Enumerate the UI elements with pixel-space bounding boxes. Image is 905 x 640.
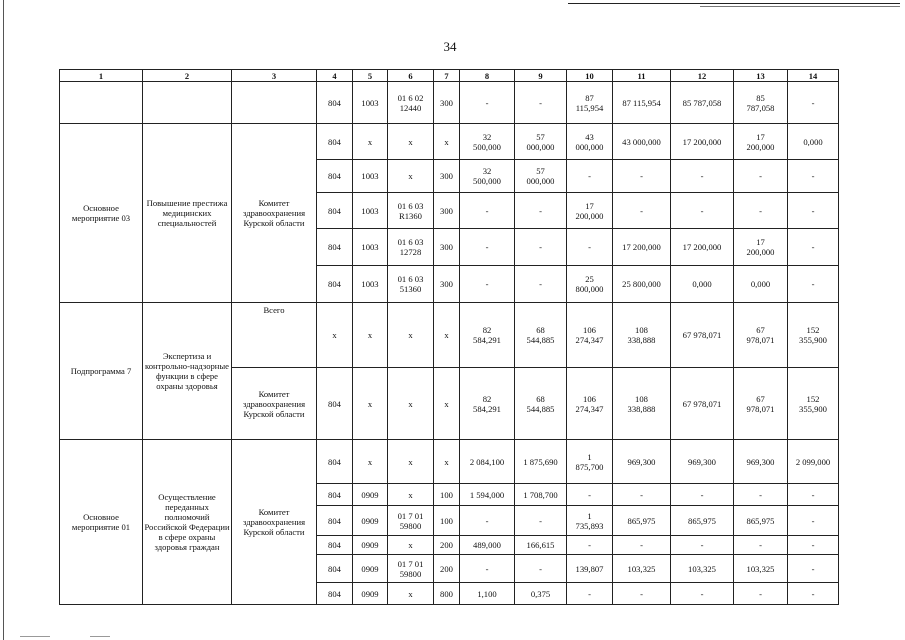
table-cell: 865,975 [671, 506, 734, 536]
table-cell: x [353, 303, 388, 368]
table-cell: - [788, 160, 839, 193]
table-cell: 43 000,000 [613, 124, 671, 160]
column-header: 13 [734, 70, 788, 82]
table-cell: 804 [317, 368, 353, 440]
table-cell: 0909 [353, 506, 388, 536]
table-cell: 17 200,000 [734, 229, 788, 266]
budget-table [59, 69, 839, 605]
column-header: 8 [460, 70, 515, 82]
table-cell: 865,975 [613, 506, 671, 536]
table-cell: - [734, 536, 788, 555]
empty-cell [60, 82, 143, 124]
table-cell: - [671, 484, 734, 506]
table-cell: 1003 [353, 266, 388, 303]
table-cell: 01 6 03 12728 [388, 229, 434, 266]
table-cell: 0,375 [515, 583, 567, 605]
table-cell: x [434, 440, 460, 484]
footer-mark [20, 636, 50, 637]
table-cell: 17 200,000 [671, 124, 734, 160]
table-cell: - [515, 193, 567, 229]
table-cell: 67 978,071 [671, 303, 734, 368]
column-header: 10 [567, 70, 613, 82]
table-cell: - [788, 193, 839, 229]
table-cell: x [388, 484, 434, 506]
activity-name: Основное мероприятие 01 [60, 440, 143, 605]
table-cell: 969,300 [671, 440, 734, 484]
table-cell: - [567, 583, 613, 605]
table-cell: 01 6 03 51360 [388, 266, 434, 303]
table-cell: 100 [434, 506, 460, 536]
table-cell: 300 [434, 229, 460, 266]
table-cell: 804 [317, 160, 353, 193]
table-cell: 108 338,888 [613, 303, 671, 368]
table-cell: 1003 [353, 160, 388, 193]
table-cell: 103,325 [734, 555, 788, 583]
table-cell: 804 [317, 82, 353, 124]
responsible-executor: Комитет здравоохранения Курской области [232, 368, 317, 440]
table-row [60, 124, 839, 160]
table-cell: x [434, 303, 460, 368]
column-header: 2 [143, 70, 232, 82]
table-cell: 804 [317, 583, 353, 605]
table-cell: 106 274,347 [567, 368, 613, 440]
page-number: 34 [443, 39, 457, 54]
table-cell: - [788, 229, 839, 266]
table-cell: 804 [317, 536, 353, 555]
table-cell: x [388, 440, 434, 484]
table-cell: 68 544,885 [515, 368, 567, 440]
table-cell: 2 099,000 [788, 440, 839, 484]
responsible-executor-total: Всего [232, 303, 317, 368]
table-cell: 17 200,000 [734, 124, 788, 160]
table-cell: - [734, 193, 788, 229]
table-cell: 804 [317, 440, 353, 484]
table-cell: - [671, 160, 734, 193]
top-rule-line-secondary [700, 6, 900, 7]
table-cell: 1 735,893 [567, 506, 613, 536]
table-cell: 300 [434, 160, 460, 193]
table-cell: - [515, 82, 567, 124]
table-cell: 1 708,700 [515, 484, 567, 506]
table-cell: 804 [317, 555, 353, 583]
table-cell: 804 [317, 193, 353, 229]
table-cell: 1003 [353, 229, 388, 266]
table-cell: - [460, 193, 515, 229]
table-cell: 1,100 [460, 583, 515, 605]
table-cell: 1003 [353, 193, 388, 229]
table-cell: x [353, 440, 388, 484]
table-cell: 1 875,700 [567, 440, 613, 484]
table-cell: - [460, 266, 515, 303]
table-cell: x [388, 303, 434, 368]
table-cell: 1 875,690 [515, 440, 567, 484]
table-cell: 17 200,000 [671, 229, 734, 266]
table-cell: 1003 [353, 82, 388, 124]
table-cell: 0909 [353, 555, 388, 583]
footer-mark [90, 636, 110, 637]
table-cell: 804 [317, 484, 353, 506]
table-cell: - [613, 193, 671, 229]
table-cell: - [567, 536, 613, 555]
column-header: 11 [613, 70, 671, 82]
table-cell: 108 338,888 [613, 368, 671, 440]
activity-description: Осуществление переданных полномочий Российской Федерации в сфере охраны здоровья граждан [143, 440, 232, 605]
table-cell: 969,300 [613, 440, 671, 484]
table-cell: - [460, 229, 515, 266]
table-cell: - [788, 484, 839, 506]
subprogram-description: Экспертиза и контрольно-надзорные функции в сфере охраны здоровья [143, 303, 232, 440]
table-cell: 67 978,071 [734, 368, 788, 440]
column-header: 14 [788, 70, 839, 82]
subprogram-name: Подпрограмма 7 [60, 303, 143, 440]
table-cell: - [788, 536, 839, 555]
table-cell: 1 594,000 [460, 484, 515, 506]
table-cell: 969,300 [734, 440, 788, 484]
table-cell: 87 115,954 [613, 82, 671, 124]
table-cell: x [388, 124, 434, 160]
table-cell: - [671, 583, 734, 605]
activity-description: Повышение престижа медицинских специальностей [143, 124, 232, 303]
column-header: 7 [434, 70, 460, 82]
table-cell: - [788, 583, 839, 605]
table-cell: - [734, 484, 788, 506]
table-cell: 17 200,000 [613, 229, 671, 266]
column-header: 6 [388, 70, 434, 82]
empty-cell [232, 82, 317, 124]
table-cell: 01 6 03 R1360 [388, 193, 434, 229]
table-row [60, 82, 839, 124]
table-cell: - [613, 484, 671, 506]
table-cell: 200 [434, 536, 460, 555]
table-cell: 43 000,000 [567, 124, 613, 160]
table-cell: 0,000 [671, 266, 734, 303]
table-cell: 85 787,058 [671, 82, 734, 124]
activity-name: Основное мероприятие 03 [60, 124, 143, 303]
table-cell: - [788, 555, 839, 583]
table-cell: x [353, 124, 388, 160]
table-cell: 82 584,291 [460, 368, 515, 440]
table-cell: 57 000,000 [515, 124, 567, 160]
column-header: 3 [232, 70, 317, 82]
table-cell: 67 978,071 [734, 303, 788, 368]
table-cell: - [515, 555, 567, 583]
column-header: 9 [515, 70, 567, 82]
table-cell: - [567, 484, 613, 506]
table-cell: - [567, 160, 613, 193]
table-cell: 152 355,900 [788, 303, 839, 368]
table-cell: 32 500,000 [460, 124, 515, 160]
table-cell: 300 [434, 266, 460, 303]
table-cell: - [788, 82, 839, 124]
table-cell: 804 [317, 229, 353, 266]
table-cell: 804 [317, 506, 353, 536]
table-cell: 0,000 [734, 266, 788, 303]
table-cell: 17 200,000 [567, 193, 613, 229]
column-header: 1 [60, 70, 143, 82]
table-cell: - [734, 160, 788, 193]
column-header: 5 [353, 70, 388, 82]
table-cell: - [460, 82, 515, 124]
table-cell: 01 7 01 59800 [388, 555, 434, 583]
table-cell: 67 978,071 [671, 368, 734, 440]
table-cell: - [671, 536, 734, 555]
table-cell: x [353, 368, 388, 440]
table-cell: - [515, 266, 567, 303]
table-cell: 106 274,347 [567, 303, 613, 368]
column-header: 4 [317, 70, 353, 82]
table-cell: 103,325 [671, 555, 734, 583]
table-cell: 166,615 [515, 536, 567, 555]
table-cell: x [388, 160, 434, 193]
table-cell: 804 [317, 124, 353, 160]
left-margin-line [3, 0, 4, 640]
table-cell: - [567, 229, 613, 266]
table-cell: 25 800,000 [567, 266, 613, 303]
table-cell: x [388, 536, 434, 555]
responsible-executor: Комитет здравоохранения Курской области [232, 440, 317, 605]
table-cell: - [515, 229, 567, 266]
table-cell: - [460, 555, 515, 583]
top-rule-line [568, 3, 900, 4]
table-cell: 68 544,885 [515, 303, 567, 368]
table-cell: - [788, 266, 839, 303]
table-cell: 0,000 [788, 124, 839, 160]
table-cell: - [671, 193, 734, 229]
table-cell: 0909 [353, 583, 388, 605]
table-cell: - [613, 583, 671, 605]
table-cell: - [734, 583, 788, 605]
table-cell: 103,325 [613, 555, 671, 583]
table-cell: 800 [434, 583, 460, 605]
header-row [60, 70, 839, 82]
table-cell: 87 115,954 [567, 82, 613, 124]
table-cell: x [434, 368, 460, 440]
table-cell: x [434, 124, 460, 160]
table-cell: 0909 [353, 536, 388, 555]
table-cell: 25 800,000 [613, 266, 671, 303]
table-cell: 57 000,000 [515, 160, 567, 193]
table-cell: 489,000 [460, 536, 515, 555]
table-cell: x [388, 368, 434, 440]
table-cell: 0909 [353, 484, 388, 506]
table-cell: 2 084,100 [460, 440, 515, 484]
table-cell: 32 500,000 [460, 160, 515, 193]
table-cell: - [515, 506, 567, 536]
table-cell: x [317, 303, 353, 368]
table-cell: 300 [434, 82, 460, 124]
table-row [60, 440, 839, 484]
table-cell: - [613, 536, 671, 555]
column-header: 12 [671, 70, 734, 82]
table-cell: 200 [434, 555, 460, 583]
responsible-executor: Комитет здравоохранения Курской области [232, 124, 317, 303]
table-cell: - [613, 160, 671, 193]
table-cell: 804 [317, 266, 353, 303]
table-row [60, 303, 839, 368]
table-cell: - [788, 506, 839, 536]
table-cell: 85 787,058 [734, 82, 788, 124]
table-cell: x [388, 583, 434, 605]
table-cell: - [460, 506, 515, 536]
table-cell: 01 6 02 12440 [388, 82, 434, 124]
table-cell: 865,975 [734, 506, 788, 536]
table-cell: 100 [434, 484, 460, 506]
table-cell: 300 [434, 193, 460, 229]
table-cell: 82 584,291 [460, 303, 515, 368]
table-cell: 152 355,900 [788, 368, 839, 440]
table-cell: 01 7 01 59800 [388, 506, 434, 536]
empty-cell [143, 82, 232, 124]
table-cell: 139,807 [567, 555, 613, 583]
